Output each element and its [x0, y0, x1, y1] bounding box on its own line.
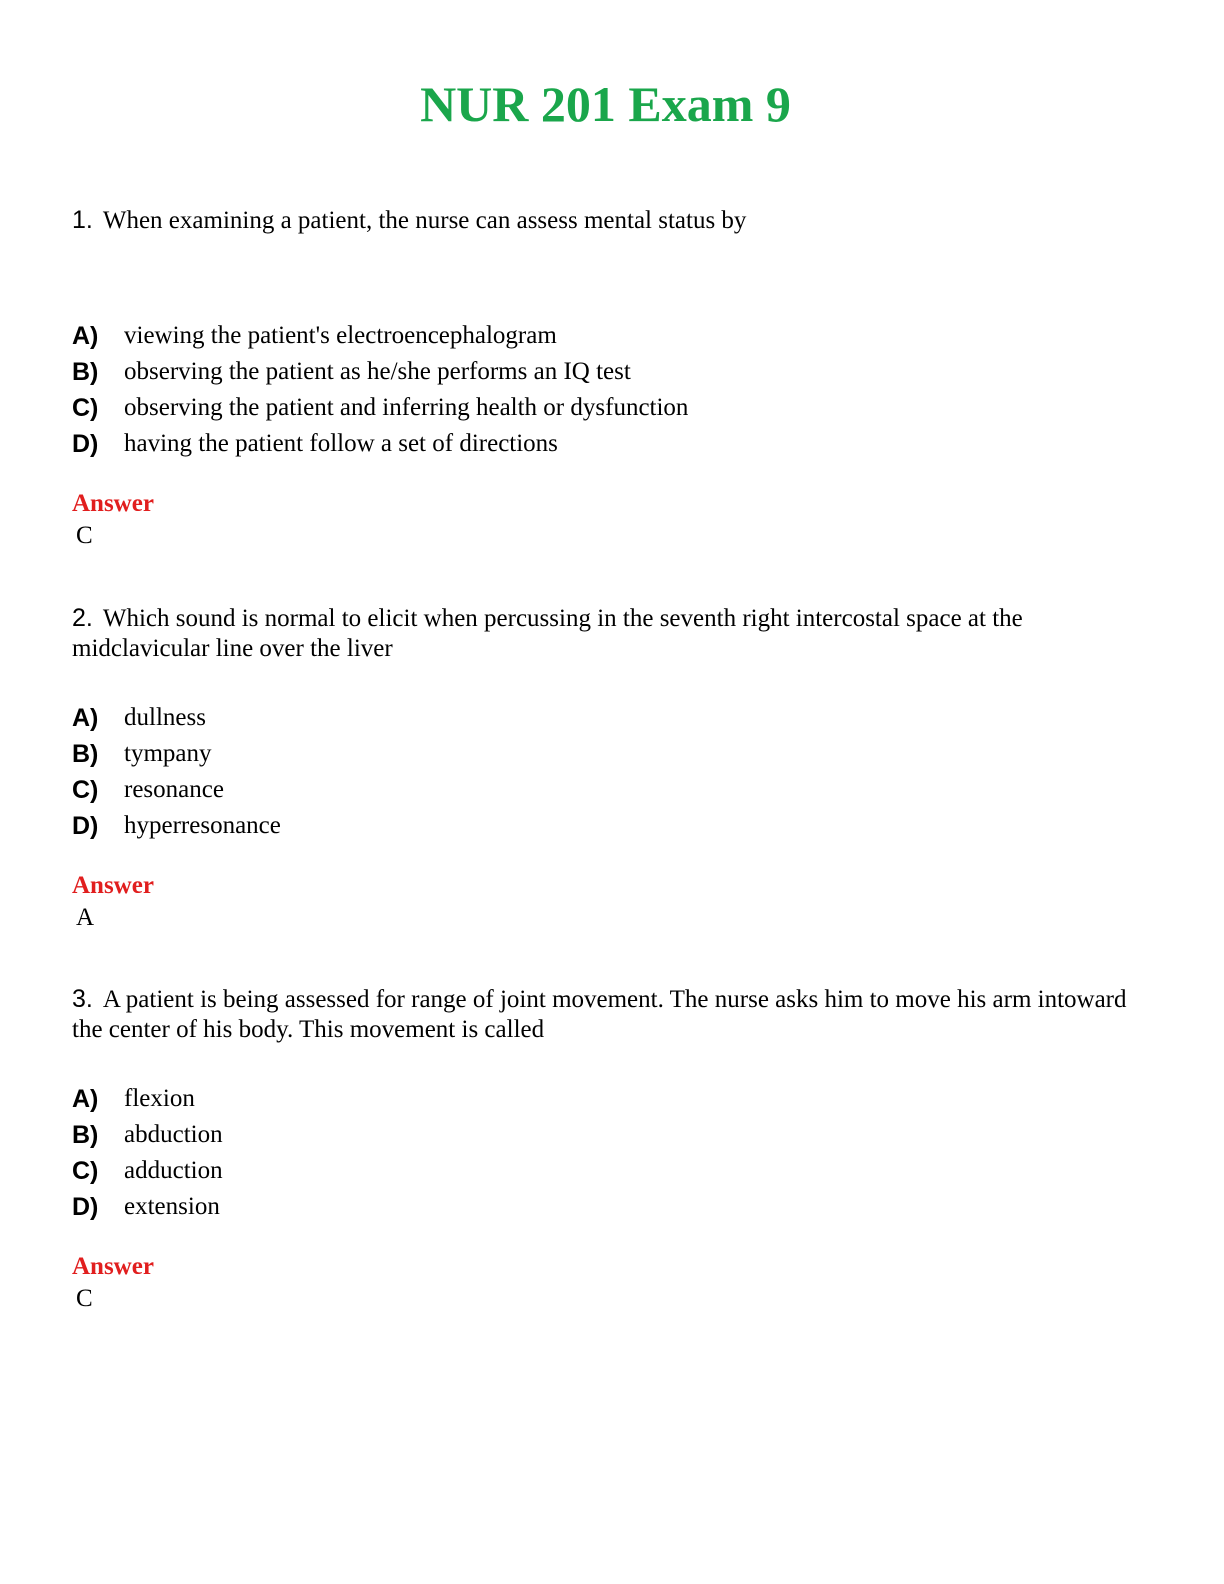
question-2-answer: A [76, 904, 95, 931]
question-3-options [72, 1081, 1152, 1225]
question-2-option-d [72, 808, 1152, 844]
question-1-options [72, 318, 1152, 462]
question-1-number: 1. [72, 206, 93, 234]
question-2-option-c [72, 772, 1152, 808]
option-letter: D) [72, 430, 99, 458]
question-3-number: 3. [72, 985, 93, 1013]
question-3-option-d [72, 1189, 1152, 1225]
question-1-answer-label: Answer [72, 490, 154, 517]
option-text: adduction [124, 1157, 223, 1184]
question-3-option-b [72, 1117, 1152, 1153]
question-2-answer-label: Answer [72, 872, 154, 899]
question-3-option-a [72, 1081, 1152, 1117]
question-1-option-c [72, 390, 1152, 426]
option-text: flexion [124, 1085, 195, 1112]
option-letter: A) [72, 704, 99, 732]
question-2-options [72, 700, 1152, 844]
option-text: resonance [124, 776, 224, 803]
question-1-answer: C [76, 522, 93, 549]
option-letter: C) [72, 1157, 99, 1185]
option-text: having the patient follow a set of directions [124, 430, 558, 457]
option-text: observing the patient as he/she performs an IQ test [124, 358, 631, 385]
option-text: abduction [124, 1121, 223, 1148]
option-text: tympany [124, 740, 212, 767]
question-2 [72, 603, 1152, 934]
question-3-answer-label: Answer [72, 1253, 154, 1280]
question-2-option-b [72, 736, 1152, 772]
question-2-text-block [72, 603, 1152, 664]
option-letter: A) [72, 322, 99, 350]
option-letter: D) [72, 1193, 99, 1221]
question-3-answer: C [76, 1285, 93, 1312]
option-text: dullness [124, 704, 206, 731]
page-title: NUR 201 Exam 9 [420, 76, 791, 132]
question-1-option-d [72, 426, 1152, 462]
option-text: viewing the patient's electroencephalogram [124, 322, 557, 349]
option-text: observing the patient and inferring health or dysfunction [124, 394, 689, 421]
option-letter: B) [72, 740, 99, 768]
option-text: extension [124, 1193, 220, 1220]
option-letter: C) [72, 394, 99, 422]
question-2-option-a [72, 700, 1152, 736]
question-3 [72, 984, 1152, 1315]
option-letter: D) [72, 812, 99, 840]
question-1-option-a [72, 318, 1152, 354]
option-letter: C) [72, 776, 99, 804]
question-1-option-b [72, 354, 1152, 390]
option-text: hyperresonance [124, 812, 281, 839]
question-2-number: 2. [72, 604, 93, 632]
question-1-text-block [72, 205, 1152, 236]
question-3-text: A patient is being assessed for range of joint movement. The nurse asks him to move his arm intoward the center of his body. This movement is called [72, 986, 1127, 1043]
question-1 [72, 205, 1152, 552]
question-2-text: Which sound is normal to elicit when percussing in the seventh right intercostal space at the midclavicular line over the liver [72, 605, 1023, 662]
question-3-option-c [72, 1153, 1152, 1189]
option-letter: A) [72, 1085, 99, 1113]
question-1-text: When examining a patient, the nurse can assess mental status by [102, 207, 747, 234]
question-3-text-block [72, 984, 1152, 1045]
option-letter: B) [72, 1121, 99, 1149]
option-letter: B) [72, 358, 99, 386]
